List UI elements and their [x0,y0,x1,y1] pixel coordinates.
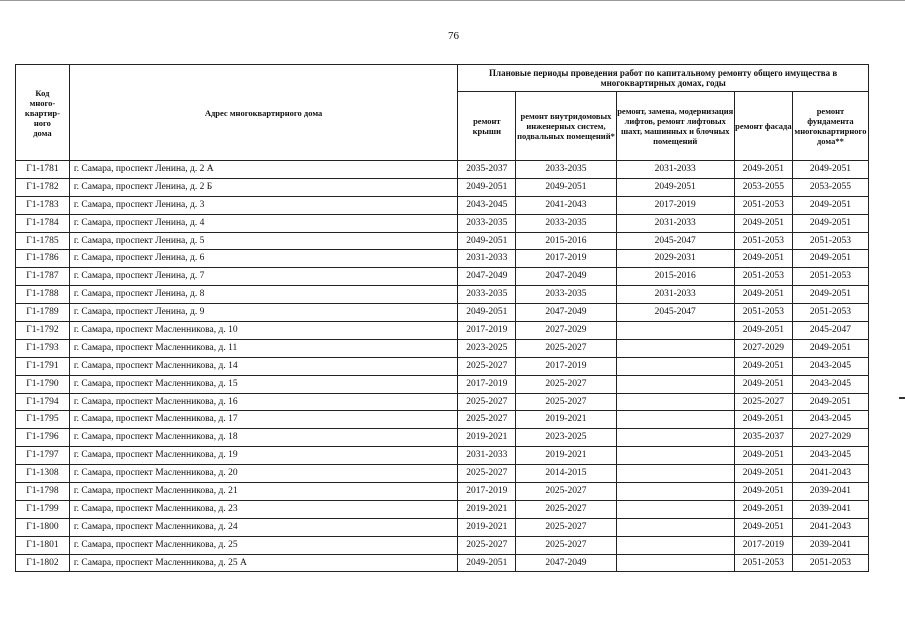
roof-cell: 2031-2033 [458,447,516,465]
code-cell: Г1-1782 [16,178,70,196]
systems-cell: 2033-2035 [516,286,616,304]
systems-cell: 2025-2027 [516,393,616,411]
elevators-cell [616,500,734,518]
header-code-line: дома [33,127,52,138]
elevators-cell: 2045-2047 [616,232,734,250]
address-cell: г. Самара, проспект Масленникова, д. 10 [69,322,457,340]
table-row [16,447,869,465]
systems-cell: 2025-2027 [516,375,616,393]
table-row [16,536,869,554]
facade-cell: 2049-2051 [734,518,792,536]
header-systems: ремонт внутридомовых инженерных систем, подвальных помещений* [516,92,616,161]
roof-cell: 2043-2045 [458,196,516,214]
address-cell: г. Самара, проспект Ленина, д. 2 А [69,161,457,179]
address-cell: г. Самара, проспект Масленникова, д. 24 [69,518,457,536]
systems-cell: 2049-2051 [516,178,616,196]
elevators-cell [616,357,734,375]
elevators-cell [616,483,734,501]
roof-cell: 2017-2019 [458,322,516,340]
facade-cell: 2049-2051 [734,286,792,304]
elevators-cell: 2031-2033 [616,161,734,179]
header-elevators: ремонт, замена, модернизация лифтов, ремонт лифтовых шахт, машинных и блочных помещений [616,92,734,161]
elevators-cell [616,411,734,429]
facade-cell: 2049-2051 [734,500,792,518]
facade-cell: 2049-2051 [734,375,792,393]
foundation-cell: 2041-2043 [792,518,868,536]
roof-cell: 2049-2051 [458,304,516,322]
table-row [16,465,869,483]
code-cell: Г1-1789 [16,304,70,322]
address-cell: г. Самара, проспект Ленина, д. 9 [69,304,457,322]
code-cell: Г1-1784 [16,214,70,232]
foundation-cell: 2039-2041 [792,500,868,518]
facade-cell: 2049-2051 [734,411,792,429]
address-cell: г. Самара, проспект Масленникова, д. 25 [69,536,457,554]
systems-cell: 2019-2021 [516,447,616,465]
foundation-cell: 2039-2041 [792,536,868,554]
address-cell: г. Самара, проспект Масленникова, д. 18 [69,429,457,447]
table-row [16,500,869,518]
code-cell: Г1-1790 [16,375,70,393]
table-row [16,339,869,357]
systems-cell: 2017-2019 [516,250,616,268]
facade-cell: 2049-2051 [734,161,792,179]
facade-cell: 2049-2051 [734,214,792,232]
elevators-cell: 2029-2031 [616,250,734,268]
foundation-cell: 2049-2051 [792,161,868,179]
header-facade: ремонт фасада [734,92,792,161]
elevators-cell: 2031-2033 [616,286,734,304]
table-row [16,250,869,268]
systems-cell: 2033-2035 [516,214,616,232]
address-cell: г. Самара, проспект Масленникова, д. 14 [69,357,457,375]
facade-cell: 2049-2051 [734,250,792,268]
facade-cell: 2051-2053 [734,196,792,214]
facade-cell: 2049-2051 [734,322,792,340]
code-cell: Г1-1799 [16,500,70,518]
foundation-cell: 2053-2055 [792,178,868,196]
systems-cell: 2025-2027 [516,500,616,518]
address-cell: г. Самара, проспект Ленина, д. 3 [69,196,457,214]
systems-cell: 2017-2019 [516,357,616,375]
roof-cell: 2025-2027 [458,411,516,429]
elevators-cell [616,554,734,572]
code-cell: Г1-1791 [16,357,70,375]
header-foundation: ремонт фундамента многоквартирного дома** [792,92,868,161]
page-number: 76 [448,30,459,42]
elevators-cell: 2015-2016 [616,268,734,286]
code-cell: Г1-1788 [16,286,70,304]
roof-cell: 2035-2037 [458,161,516,179]
elevators-cell [616,429,734,447]
address-cell: г. Самара, проспект Масленникова, д. 21 [69,483,457,501]
foundation-cell: 2051-2053 [792,232,868,250]
systems-cell: 2025-2027 [516,339,616,357]
foundation-cell: 2049-2051 [792,214,868,232]
address-cell: г. Самара, проспект Масленникова, д. 19 [69,447,457,465]
facade-cell: 2025-2027 [734,393,792,411]
foundation-cell: 2049-2051 [792,393,868,411]
facade-cell: 2049-2051 [734,465,792,483]
elevators-cell [616,339,734,357]
address-cell: г. Самара, проспект Масленникова, д. 11 [69,339,457,357]
facade-cell: 2051-2053 [734,268,792,286]
systems-cell: 2023-2025 [516,429,616,447]
address-cell: г. Самара, проспект Ленина, д. 5 [69,232,457,250]
systems-cell: 2025-2027 [516,518,616,536]
roof-cell: 2049-2051 [458,554,516,572]
roof-cell: 2019-2021 [458,518,516,536]
systems-cell: 2025-2027 [516,483,616,501]
foundation-cell: 2041-2043 [792,465,868,483]
table-row [16,286,869,304]
table-row [16,161,869,179]
systems-cell: 2047-2049 [516,268,616,286]
foundation-cell: 2043-2045 [792,357,868,375]
systems-cell: 2019-2021 [516,411,616,429]
roof-cell: 2047-2049 [458,268,516,286]
address-cell: г. Самара, проспект Масленникова, д. 20 [69,465,457,483]
table-row [16,268,869,286]
address-cell: г. Самара, проспект Ленина, д. 6 [69,250,457,268]
address-cell: г. Самара, проспект Масленникова, д. 25 А [69,554,457,572]
header-code-line: ного [33,117,51,128]
foundation-cell: 2049-2051 [792,196,868,214]
code-cell: Г1-1794 [16,393,70,411]
roof-cell: 2025-2027 [458,357,516,375]
table-row [16,393,869,411]
table-row [16,322,869,340]
roof-cell: 2017-2019 [458,483,516,501]
elevators-cell [616,518,734,536]
header-planned-periods: Плановые периоды проведения работ по капитальному ремонту общего имущества в многоквартирных домах, годы [458,65,869,92]
facade-cell: 2049-2051 [734,357,792,375]
systems-cell: 2015-2016 [516,232,616,250]
systems-cell: 2041-2043 [516,196,616,214]
code-cell: Г1-1786 [16,250,70,268]
code-cell: Г1-1800 [16,518,70,536]
table-row [16,483,869,501]
address-cell: г. Самара, проспект Ленина, д. 7 [69,268,457,286]
foundation-cell: 2043-2045 [792,375,868,393]
code-cell: Г1-1801 [16,536,70,554]
header-roof: ремонт крыши [458,92,516,161]
table-row [16,232,869,250]
elevators-cell [616,393,734,411]
roof-cell: 2017-2019 [458,375,516,393]
address-cell: г. Самара, проспект Масленникова, д. 16 [69,393,457,411]
code-cell: Г1-1785 [16,232,70,250]
facade-cell: 2053-2055 [734,178,792,196]
foundation-cell: 2043-2045 [792,411,868,429]
systems-cell: 2027-2029 [516,322,616,340]
edge-mark [899,397,905,399]
table-row [16,357,869,375]
code-cell: Г1-1781 [16,161,70,179]
systems-cell: 2047-2049 [516,554,616,572]
table-row [16,429,869,447]
header-code-line: много- [29,97,56,108]
address-cell: г. Самара, проспект Ленина, д. 4 [69,214,457,232]
elevators-cell [616,536,734,554]
elevators-cell: 2031-2033 [616,214,734,232]
facade-cell: 2049-2051 [734,447,792,465]
code-cell: Г1-1308 [16,465,70,483]
code-cell: Г1-1797 [16,447,70,465]
code-cell: Г1-1792 [16,322,70,340]
foundation-cell: 2049-2051 [792,286,868,304]
table-row [16,304,869,322]
facade-cell: 2051-2053 [734,304,792,322]
foundation-cell: 2039-2041 [792,483,868,501]
roof-cell: 2049-2051 [458,178,516,196]
roof-cell: 2023-2025 [458,339,516,357]
roof-cell: 2025-2027 [458,536,516,554]
table-row [16,375,869,393]
facade-cell: 2035-2037 [734,429,792,447]
address-cell: г. Самара, проспект Масленникова, д. 23 [69,500,457,518]
elevators-cell [616,465,734,483]
code-cell: Г1-1783 [16,196,70,214]
foundation-cell: 2051-2053 [792,304,868,322]
address-cell: г. Самара, проспект Ленина, д. 2 Б [69,178,457,196]
foundation-cell: 2027-2029 [792,429,868,447]
header-address: Адрес многоквартирного дома [69,65,457,161]
elevators-cell: 2017-2019 [616,196,734,214]
table-row [16,196,869,214]
roof-cell: 2025-2027 [458,393,516,411]
foundation-cell: 2051-2053 [792,268,868,286]
roof-cell: 2025-2027 [458,465,516,483]
roof-cell: 2019-2021 [458,429,516,447]
foundation-cell: 2051-2053 [792,554,868,572]
table-row [16,411,869,429]
systems-cell: 2047-2049 [516,304,616,322]
address-cell: г. Самара, проспект Масленникова, д. 15 [69,375,457,393]
table-row [16,178,869,196]
systems-cell: 2033-2035 [516,161,616,179]
facade-cell: 2049-2051 [734,483,792,501]
foundation-cell: 2043-2045 [792,447,868,465]
roof-cell: 2049-2051 [458,232,516,250]
facade-cell: 2051-2053 [734,554,792,572]
table-row [16,554,869,572]
elevators-cell: 2049-2051 [616,178,734,196]
code-cell: Г1-1795 [16,411,70,429]
foundation-cell: 2049-2051 [792,250,868,268]
roof-cell: 2033-2035 [458,286,516,304]
header-code-line: Код [35,87,50,98]
elevators-cell [616,375,734,393]
header-code-line: квартир- [24,107,60,118]
address-cell: г. Самара, проспект Ленина, д. 8 [69,286,457,304]
foundation-cell: 2045-2047 [792,322,868,340]
facade-cell: 2017-2019 [734,536,792,554]
elevators-cell [616,322,734,340]
roof-cell: 2031-2033 [458,250,516,268]
code-cell: Г1-1796 [16,429,70,447]
systems-cell: 2014-2015 [516,465,616,483]
code-cell: Г1-1802 [16,554,70,572]
repair-schedule-table [15,64,869,572]
roof-cell: 2019-2021 [458,500,516,518]
table-row [16,214,869,232]
header-code [16,65,70,161]
systems-cell: 2025-2027 [516,536,616,554]
code-cell: Г1-1787 [16,268,70,286]
elevators-cell [616,447,734,465]
address-cell: г. Самара, проспект Масленникова, д. 17 [69,411,457,429]
code-cell: Г1-1793 [16,339,70,357]
code-cell: Г1-1798 [16,483,70,501]
facade-cell: 2027-2029 [734,339,792,357]
elevators-cell: 2045-2047 [616,304,734,322]
foundation-cell: 2049-2051 [792,339,868,357]
roof-cell: 2033-2035 [458,214,516,232]
facade-cell: 2051-2053 [734,232,792,250]
table-row [16,518,869,536]
